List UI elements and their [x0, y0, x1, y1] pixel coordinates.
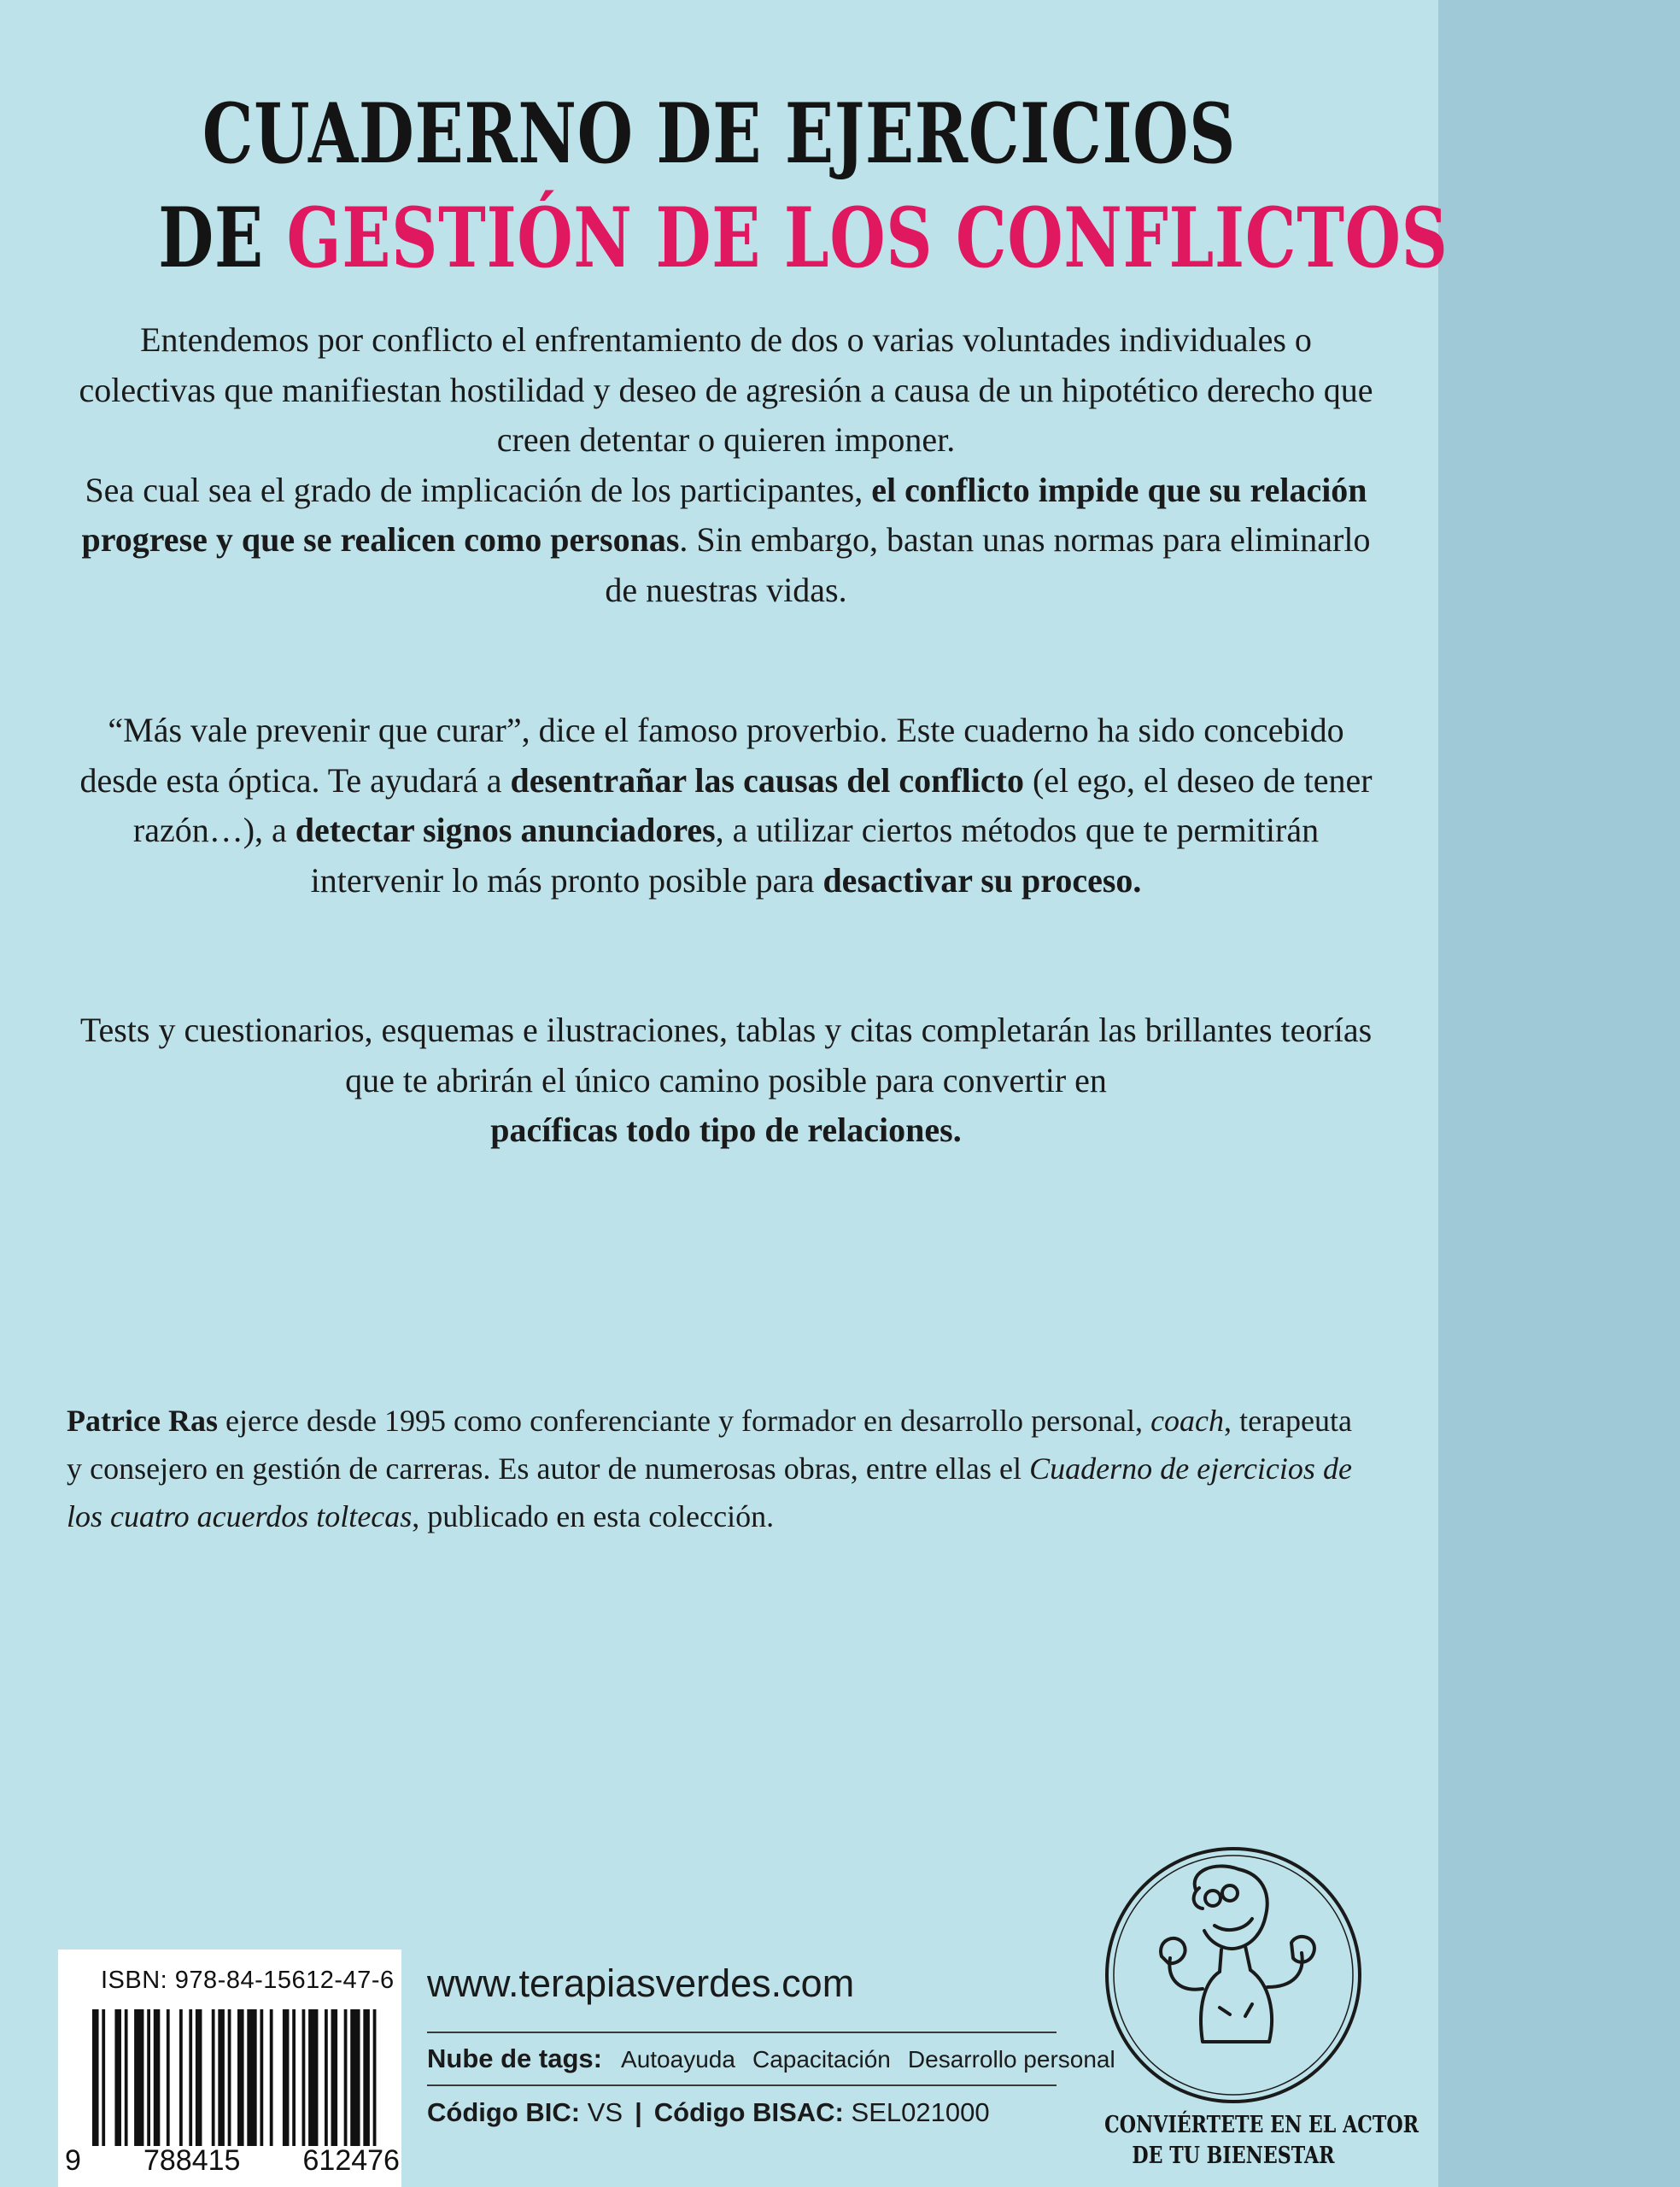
author-bio	[67, 1397, 1352, 1540]
barcode-bar	[212, 2009, 215, 2146]
barcode-bar	[350, 2009, 360, 2146]
codes-separator: |	[635, 2097, 642, 2127]
barcode-box	[58, 1950, 401, 2187]
barcode-bar	[228, 2009, 231, 2146]
barcode-digits-right: 612476	[302, 2144, 400, 2177]
title-line-2	[158, 190, 1449, 286]
tag-item: Capacitación	[752, 2046, 891, 2073]
bic-value: VS	[587, 2097, 623, 2127]
barcode-bar	[154, 2009, 161, 2146]
barcode-bar	[189, 2009, 192, 2146]
barcode-bar	[247, 2009, 256, 2146]
title-accent: GESTIÓN DE LOS CONFLICTOS	[286, 190, 1449, 286]
barcode-bar	[196, 2009, 202, 2146]
p2-bold-2: detectar signos anunciadores	[295, 811, 716, 849]
badge-line-1: CONVIÉRTETE EN EL ACTOR	[1104, 2112, 1420, 2138]
barcode-bar	[114, 2009, 121, 2146]
description-paragraph-3	[77, 1006, 1375, 1156]
tag-item: Autoayuda	[621, 2046, 735, 2073]
barcode-digit-lead: 9	[65, 2144, 81, 2177]
title-line-1: CUADERNO DE EJERCICIOS	[202, 85, 1237, 182]
tag-cloud	[427, 2043, 1126, 2074]
title-prefix: DE	[158, 190, 287, 286]
barcode-icon	[92, 2009, 383, 2146]
barcode-bar	[373, 2009, 377, 2146]
author-text-b: , terapeuta y consejero en gestión de carreras. Es autor de numerosas obras, entre ellas el	[67, 1404, 1353, 1486]
barcode-bar	[218, 2009, 225, 2146]
p1-text-a: Entendemos por conflicto el enfrentamiento de dos o varias voluntades individuales o colectivas que manifiestan hostilidad y deseo de agresión a causa de un hipotético derecho que creen detentar o quieren imponer.	[79, 320, 1373, 459]
barcode-bar	[147, 2009, 150, 2146]
barcode-bar	[179, 2009, 183, 2146]
isbn-label: ISBN: 978-84-15612-47-6	[101, 1967, 395, 1994]
barcode-digits	[65, 2144, 400, 2178]
author-book-title: Cuaderno de ejercicios de los cuatro acuerdos toltecas	[67, 1451, 1353, 1533]
barcode-bar	[102, 2009, 105, 2146]
p1-bold: el conflicto impide que su relación progrese y que se realicen como personas	[81, 470, 1367, 559]
barcode-bar	[344, 2009, 348, 2146]
author-coach: coach	[1150, 1404, 1225, 1438]
barcode-bar	[325, 2009, 328, 2146]
p2-text-c: (el ego, el deseo de tener razón…), a	[132, 760, 1373, 849]
author-name: Patrice Ras	[67, 1404, 218, 1438]
p2-text-a: “Más vale prevenir que curar”, dice el famoso proverbio. Este cuaderno ha sido concebido desde esta óptica. Te ayudará a	[79, 711, 1344, 800]
book-spine	[1438, 0, 1680, 2187]
bisac-label: Código BISAC:	[653, 2097, 844, 2127]
barcode-digits-left: 788415	[143, 2144, 241, 2177]
p2-bold-1: desentrañar las causas del conflicto	[510, 760, 1024, 800]
barcode-bar	[237, 2009, 244, 2146]
barcode-bar	[92, 2009, 99, 2146]
p1-text-b: Sea cual sea el grado de implicación de los participantes,	[85, 470, 872, 509]
divider	[427, 2032, 1057, 2033]
author-text-a: ejerce desde 1995 como conferenciante y formador en desarrollo personal,	[217, 1404, 1151, 1438]
barcode-bar	[270, 2009, 273, 2146]
barcode-bar	[167, 2009, 170, 2146]
barcode-bar	[292, 2009, 296, 2146]
tag-item: Desarrollo personal	[907, 2046, 1115, 2073]
barcode-bar	[331, 2009, 338, 2146]
p3-bold: pacíficas todo tipo de relaciones.	[490, 1111, 962, 1149]
divider	[427, 2084, 1057, 2086]
bisac-value: SEL021000	[851, 2097, 990, 2127]
badge-line-2: DE TU BIENESTAR	[1132, 2143, 1335, 2169]
barcode-bar	[260, 2009, 263, 2146]
tags-label: Nube de tags:	[427, 2043, 602, 2073]
p3-text-a: Tests y cuestionarios, esquemas e ilustraciones, tablas y citas completarán las brillantes teorías que te abrirán el único camino posible para convertir en	[79, 1011, 1373, 1099]
p2-text-e: , a utilizar ciertos métodos que te permitirán intervenir lo más pronto posible para	[310, 811, 1320, 900]
barcode-bar	[363, 2009, 370, 2146]
author-text-c: , publicado en esta colección.	[412, 1499, 775, 1533]
barcode-bar	[302, 2009, 306, 2146]
website-link[interactable]: www.terapiasverdes.com	[427, 1961, 855, 2005]
barcode-bar	[125, 2009, 128, 2146]
badge-caption	[1104, 2110, 1420, 2172]
description-paragraph-2	[77, 706, 1375, 906]
barcode-bar	[283, 2009, 290, 2146]
description-paragraph-1	[77, 315, 1375, 615]
classification-codes	[427, 2097, 990, 2128]
p1-text-c: . Sin embargo, bastan unas normas para eliminarlo de nuestras vidas.	[605, 520, 1371, 609]
barcode-bar	[308, 2009, 318, 2146]
bic-label: Código BIC:	[427, 2097, 581, 2127]
barcode-bar	[134, 2009, 143, 2146]
p2-bold-3: desactivar su proceso.	[822, 860, 1142, 900]
